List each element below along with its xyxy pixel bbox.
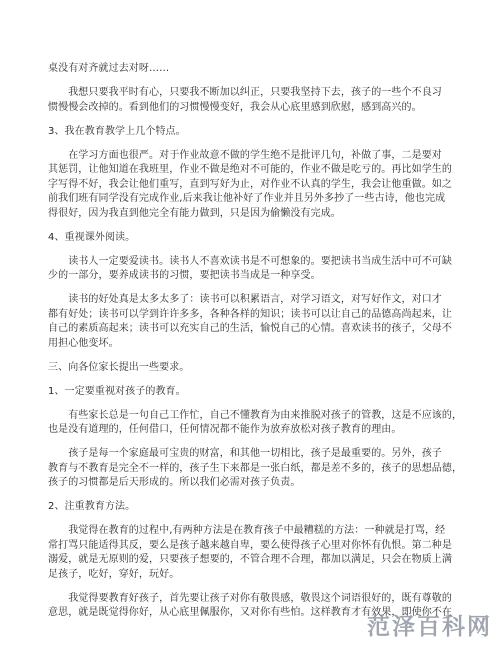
text-line: 孩子的习惯都是后天形成的。所以我们必需对孩子负责。 <box>48 477 301 488</box>
site-watermark: 范泽百科网 <box>367 613 492 640</box>
text-line: 我想只要我平时有心，只要我不断加以纠正，只要我坚持下去，孩子的一些个不良习 <box>48 87 442 98</box>
text-line: 前我们班有同学没有完成作业,后来我让他补好了作业并且另外多抄了一些古诗，他也完成 <box>48 193 446 204</box>
text-line: 少的一部分，要养成读书的习惯，要把读书当成是一种享受。 <box>48 270 321 281</box>
text-line: 2、注重教育方法。 <box>48 501 136 512</box>
text-line: 其惩罚，让他知道在我班里，作业不做是绝对不可能的，作业不做是吃亏的。再比如学生的 <box>48 164 452 175</box>
text-line: 字写得不好，我会让他们重写，直到写好为止，对作业不认真的学生，我会让他重做。如之 <box>48 178 452 190</box>
text-line: 意思，就是既觉得你好，从心底里佩服你，又对你有些怕。这样教育才有效果，即使你不在 <box>48 607 452 618</box>
text-line: 读书人一定要爱读书。读书人不喜欢读书是不可想象的。要把读书当成生活中可不可缺 <box>48 255 452 267</box>
text-line: 自己的素质高起来；读书可以充实自己的生活，愉悦自己的心情。喜欢读书的孩子，父母不 <box>48 323 452 334</box>
text-line: 教育与不教育是完全不一样的，孩子生下来都是一张白纸，都是差不多的，孩子的思想品德， <box>48 462 463 474</box>
text-line: 4、重视课外阅读。 <box>48 231 136 243</box>
text-line: 在学习方面也很严。对于作业故意不做的学生绝不是批评几句，补做了事，二是要对 <box>48 149 442 161</box>
text-line: 三、向各位家长提出一些要求。 <box>48 361 190 373</box>
text-line: 孩子是每一个家庭最可宝贵的财富，和其他一切相比，孩子是最重要的。另外，孩子 <box>48 448 442 459</box>
text-line: 我觉得要教育好孩子，首先要让孩子对你有敬畏感，敬畏这个词语很好的，既有尊敬的 <box>48 592 452 604</box>
text-line: 1、一定要重视对孩子的教育。 <box>48 385 186 397</box>
text-line: 都有好处；读书可以学到许许多多，各种各样的知识；读书可以让自己的品德高尚起来，让 <box>48 308 452 320</box>
text-line: 有些家长总是一句自己工作忙，自己不懂教育为由来推脱对孩子的管教，这是不应该的， <box>48 409 463 421</box>
text-line: 用担心他变坏。 <box>48 337 119 349</box>
text-line: 桌没有对齐就过去对呀…… <box>48 63 170 74</box>
text-line: 得很好，因为我直到他完全有能力做到，只是因为偷懒没有完成。 <box>48 207 341 219</box>
text-line: 我觉得在教育的过程中,有两种方法是在教育孩子中最糟糕的方法：一种就是打骂，经 <box>48 525 446 536</box>
text-line: 常打骂只能适得其反，要么是孩子越来越自卑，要么使得孩子心里对你怀有仇恨。第二种是 <box>48 539 452 551</box>
text-line: 惯慢慢会改掉的。看到他们的习惯慢慢变好，我会从心底里感到欣慰，感到高兴的。 <box>48 101 422 113</box>
text-line: 也是没有道理的，任何借口，任何情况都不能作为放弃放松对孩子教育的理由。 <box>48 424 402 435</box>
text-line: 读书的好处真是太多太多了：读书可以积累语言，对学习语文，对写好作文，对口才 <box>48 294 442 305</box>
text-line: 3、我在教育教学上几个特点。 <box>48 125 186 137</box>
text-line: 足孩子，吃好，穿好，玩好。 <box>48 568 180 580</box>
text-line: 溺爱，就是无原则的爱，只要孩子想要的，不管合理不合理，都加以满足，只会在物质上满 <box>48 554 452 565</box>
